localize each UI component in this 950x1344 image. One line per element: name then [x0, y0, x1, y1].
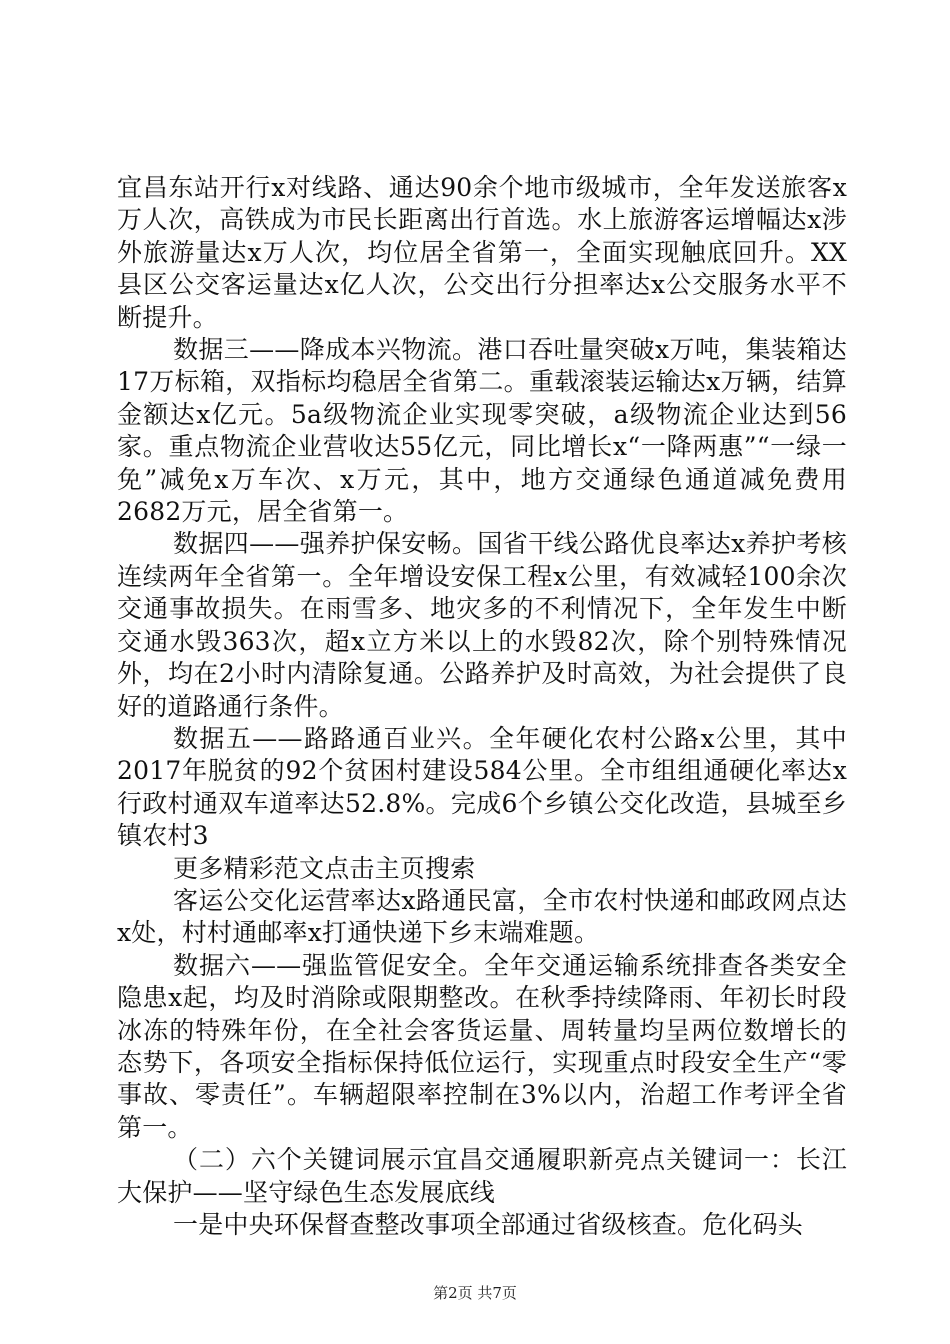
paragraph-data-four-maintenance: 数据四——强养护保安畅。国省干线公路优良率达x养护考核连续两年全省第一。全年增设安保工程x公里，有效减轻100余次交通事故损失。在雨雪多、地灾多的不利情况下，全年发生中断交通水毁363次，超x立方米以上的水毁82次，除个别特殊情况外，均在2小时内清除复通。公路养护及时高效，为社会提供了良好的道路通行条件。: [117, 529, 847, 721]
paragraph-section-keywords-heading: （二）六个关键词展示宜昌交通履职新亮点关键词一：长江大保护——坚守绿色生态发展底线: [117, 1145, 847, 1207]
paragraph-data-five-rural-roads: 数据五——路路通百业兴。全年硬化农村公路x公里，其中2017年脱贫的92个贫困村建设584公里。全市组组通硬化率达x行政村通双车道率达52.8%。完成6个乡镇公交化改造，县城至乡镇农村3: [117, 723, 847, 851]
paragraph-more-content-note: 更多精彩范文点击主页搜索: [173, 853, 476, 883]
document-body: [117, 172, 847, 1241]
page-number-footer: 第2页 共7页: [433, 1284, 517, 1302]
paragraph-data-six-safety: 数据六——强监管促安全。全年交通运输系统排查各类安全隐患x起，均及时消除或限期整改。在秋季持续降雨、年初长时段冰冻的特殊年份，在全社会客货运量、周转量均呈两位数增长的态势下，各项安全指标保持低位运行，实现重点时段安全生产“零事故、零责任”。车辆超限率控制在3%以内，治超工作考评全省第一。: [117, 950, 847, 1142]
paragraph-environmental-inspection: 一是中央环保督查整改事项全部通过省级核查。危化码头: [173, 1210, 804, 1239]
paragraph-rural-transit-rate: 客运公交化运营率达x路通民富，全市农村快递和邮政网点达x处，村村通邮率x打通快递下乡末端难题。: [117, 885, 847, 948]
paragraph-station-transit: 宜昌东站开行x对线路、通达90余个地市级城市，全年发送旅客x万人次，高铁成为市民长距离出行首选。水上旅游客运增幅达x涉外旅游量达x万人次，均位居全省第一，全面实现触底回升。XX县区公交客运量达x亿人次，公交出行分担率达x公交服务水平不断提升。: [117, 173, 847, 332]
paragraph-data-three-logistics: 数据三——降成本兴物流。港口吞吐量突破x万吨，集装箱达17万标箱，双指标均稳居全省第二。重载滚装运输达x万辆，结算金额达x亿元。5a级物流企业实现零突破，a级物流企业达到56家。重点物流企业营收达55亿元，同比增长x“一降两惠”“一绿一免”减免x万车次、x万元，其中，地方交通绿色通道减免费用2682万元，居全省第一。: [117, 335, 847, 527]
